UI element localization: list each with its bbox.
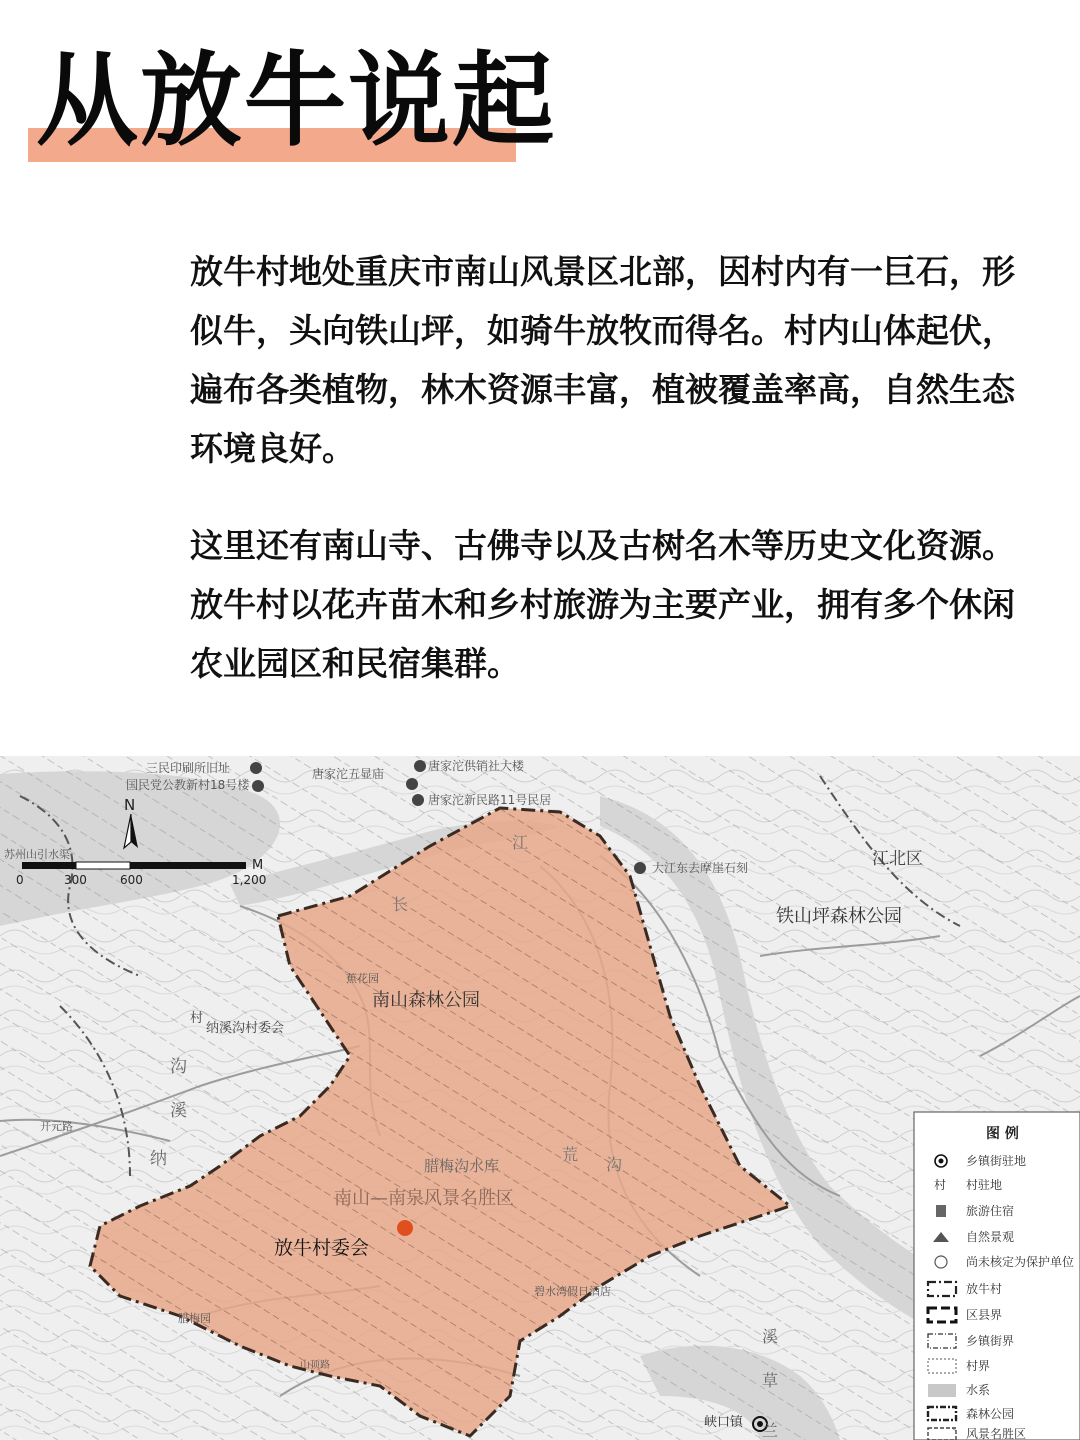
village-map [0, 756, 1080, 1440]
label-lamei-garden: 腊梅园 [178, 1312, 211, 1325]
label-jiangbei-district: 江北区 [872, 849, 923, 869]
legend-title: 图 例 [986, 1126, 1019, 1142]
heritage-icon-6 [634, 862, 646, 874]
scale-unit: M [252, 858, 264, 873]
map-svg [0, 756, 1080, 1440]
label-sanmin-print: 三民印刷所旧址 [146, 761, 231, 775]
legend-label-forest-park: 森林公园 [966, 1407, 1015, 1421]
label-naxi-na: 纳 [150, 1149, 167, 1169]
label-lamei-reservoir: 腊梅沟水库 [424, 1157, 500, 1175]
legend-label-village-seat: 村驻地 [966, 1178, 1003, 1192]
label-scenic-area: 南山—南泉风景名胜区 [334, 1188, 514, 1209]
legend-label-scenic: 风景名胜区 [966, 1427, 1027, 1440]
label-naxi-gou: 沟 [170, 1057, 187, 1077]
label-lan: 兰 [762, 1421, 779, 1440]
label-nanshan-forest-park: 南山森林公园 [372, 990, 480, 1011]
village-committee-dot [397, 1220, 413, 1236]
heritage-icon-1 [250, 762, 262, 774]
scale-tick-0: 0 [16, 873, 24, 887]
title-block [28, 40, 556, 170]
heritage-icon-5 [412, 794, 424, 806]
scale-tick-600: 600 [120, 873, 143, 887]
scale-tick-1200: 1,200 [232, 873, 267, 887]
page-title: 从放牛说起 [36, 42, 556, 161]
label-river-jiang: 江 [512, 833, 529, 852]
label-hotel: 碧水湾假日酒店 [534, 1285, 611, 1298]
legend-label-county: 区县界 [966, 1308, 1003, 1322]
label-tieshanping-park: 铁山坪森林公园 [776, 906, 902, 927]
heritage-icon-2 [252, 780, 264, 792]
label-river-chang: 长 [392, 895, 409, 914]
heritage-icon-3 [414, 760, 426, 772]
label-flower-garden: 蕉花园 [346, 972, 379, 985]
label-canal: 苏州山引水渠 [4, 848, 70, 861]
label-kaiyuan-road: 开元路 [40, 1120, 73, 1133]
svg-text:村: 村 [934, 1178, 947, 1192]
heritage-icon-4 [406, 778, 418, 790]
label-cao: 草 [762, 1371, 779, 1390]
map-legend [914, 1112, 1080, 1440]
legend-label-landscape: 自然景观 [966, 1230, 1015, 1244]
legend-label-township-border: 乡镇街界 [966, 1334, 1015, 1348]
label-shanding-road: 山顶路 [300, 1360, 330, 1371]
label-rock-carving: 大江东去摩崖石刻 [652, 861, 749, 875]
legend-item-scenic [928, 1426, 1026, 1440]
label-naxigou-committee: 纳溪沟村委会 [206, 1021, 285, 1036]
label-xinmin-road: 唐家沱新民路11号民居 [428, 793, 552, 807]
intro-paragraph-2: 这里还有南山寺、古佛寺以及古树名木等历史文化资源。放牛村以花卉苗木和乡村旅游为主要产业，拥有多个休闲农业园区和民宿集群。 [190, 526, 1015, 683]
label-wuxian-temple: 唐家沱五显庙 [312, 767, 385, 781]
label-fangniu-committee: 放牛村委会 [274, 1237, 370, 1259]
label-naxi-xi: 溪 [170, 1101, 187, 1121]
label-xi: 溪 [762, 1327, 779, 1346]
label-huang: 荒 [562, 1145, 579, 1164]
scale-tick-300: 300 [64, 873, 87, 887]
label-gmd-village: 国民党公教新村18号楼 [126, 778, 250, 792]
legend-label-lodging: 旅游住宿 [966, 1204, 1015, 1218]
north-label: N [124, 796, 136, 814]
legend-label-water: 水系 [966, 1383, 991, 1397]
legend-label-village-border: 村界 [966, 1359, 991, 1373]
intro-paragraph-1: 放牛村地处重庆市南山风景区北部，因村内有一巨石，形似牛，头向铁山坪，如骑牛放牧而得名。村内山体起伏，遍布各类植物，林木资源丰富，植被覆盖率高，自然生态环境良好。 [190, 252, 1015, 468]
legend-item-village-seat [934, 1177, 1002, 1192]
label-gou: 沟 [606, 1155, 623, 1174]
legend-label-fangniu: 放牛村 [966, 1282, 1003, 1296]
label-cun: 村 [190, 1011, 204, 1026]
label-xiakou-town: 峡口镇 [704, 1415, 744, 1430]
legend-label-unprotected: 尚未核定为保护单位 [966, 1255, 1075, 1269]
legend-label-township: 乡镇街驻地 [966, 1154, 1027, 1168]
label-supply-building: 唐家沱供销社大楼 [428, 759, 525, 773]
